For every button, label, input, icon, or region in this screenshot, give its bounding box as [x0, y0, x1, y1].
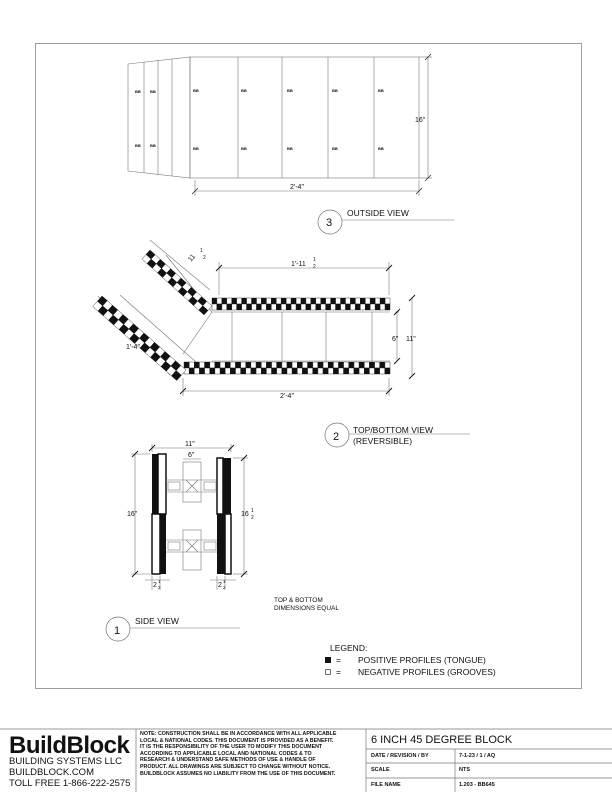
- view-3-number: 3: [326, 217, 333, 229]
- profile-cell: [328, 368, 333, 374]
- profile-cell: [316, 298, 321, 304]
- tie-mark: BB: [135, 143, 141, 148]
- profile-cell: [354, 368, 359, 374]
- profile-cell: [339, 362, 344, 368]
- profile-cell: [227, 298, 232, 304]
- profile-cell: [360, 298, 365, 304]
- profile-cell: [355, 304, 360, 310]
- company-phone: TOLL FREE 1-866-222-2575: [9, 778, 131, 789]
- profile-cell: [326, 298, 331, 304]
- outside-length-dim: 2'-4": [290, 184, 304, 191]
- profile-cell: [241, 368, 246, 374]
- profile-cell: [251, 368, 256, 374]
- profile-cell: [227, 304, 232, 310]
- profile-cell: [369, 368, 374, 374]
- profile-cell: [271, 304, 276, 310]
- profile-cell: [297, 362, 302, 368]
- profile-cell: [222, 304, 227, 310]
- profile-cell: [346, 298, 351, 304]
- profile-cell: [237, 304, 242, 310]
- bottom-length-dim: 2'-4": [280, 393, 294, 400]
- legend-negative-eq: =: [336, 667, 341, 677]
- top-bottom-view: [93, 240, 415, 396]
- profile-cell: [266, 298, 271, 304]
- profile-cell: [306, 304, 311, 310]
- top-length-dim: 1'-11: [291, 261, 306, 268]
- side-web-ties: [166, 462, 217, 570]
- legend-positive-eq: =: [336, 655, 341, 665]
- profile-cell: [272, 368, 277, 374]
- side-wall-left-dim: 2: [153, 582, 157, 589]
- profile-cell: [220, 368, 225, 374]
- tie-mark: BB: [193, 88, 199, 93]
- note-line: IT IS THE RESPONSIBILITY OF THE USER TO MODIFY THIS DOCUMENT: [140, 744, 323, 751]
- tie-mark: BB: [193, 146, 199, 151]
- view-1-number: 1: [114, 625, 121, 637]
- legend-negative-label: NEGATIVE PROFILES (GROOVES): [358, 667, 496, 677]
- profile-cell: [321, 298, 326, 304]
- top-length-frac-num: 1: [313, 257, 316, 263]
- profile-cell: [222, 298, 227, 304]
- side-wall-left-den: 2: [158, 585, 161, 590]
- profile-cell: [308, 362, 313, 368]
- profile-cell: [344, 362, 349, 368]
- profile-cell: [232, 298, 237, 304]
- profile-cell: [385, 298, 390, 304]
- profile-cell: [350, 298, 355, 304]
- tie-mark: BB: [135, 89, 141, 94]
- profile-cell: [287, 368, 292, 374]
- profile-cell: [336, 304, 341, 310]
- profile-cell: [333, 368, 338, 374]
- tie-mark: BB: [150, 89, 156, 94]
- profile-cell: [194, 362, 199, 368]
- profile-cell: [282, 368, 287, 374]
- profile-cell: [246, 362, 251, 368]
- profile-cell: [296, 298, 301, 304]
- profile-cell: [333, 362, 338, 368]
- profile-cell: [318, 368, 323, 374]
- profile-cell: [261, 298, 266, 304]
- profile-cell: [370, 298, 375, 304]
- side-inner-dim: 6": [188, 452, 195, 459]
- tie-mark: BB: [287, 146, 293, 151]
- outside-view-block-outline: [190, 57, 419, 178]
- inner-width-dim: 6": [392, 336, 399, 343]
- profile-cell: [339, 368, 344, 374]
- view-1-title: SIDE VIEW: [135, 616, 179, 626]
- left-top-frac-den: 2: [203, 255, 206, 261]
- note-line: PRODUCT. ALL DRAWINGS ARE SUBJECT TO CHANGE WITHOUT NOTICE.: [140, 763, 331, 770]
- side-height-frac-num: 1: [251, 508, 254, 514]
- profile-cell: [364, 362, 369, 368]
- profile-cell: [313, 368, 318, 374]
- profile-cell: [210, 368, 215, 374]
- profile-cell: [344, 368, 349, 374]
- profile-cell: [369, 362, 374, 368]
- profile-cell: [341, 298, 346, 304]
- legend: [325, 643, 496, 677]
- profile-cell: [336, 298, 341, 304]
- profile-cell: [349, 368, 354, 374]
- outside-height-dim: 16": [415, 117, 426, 124]
- tie-mark: BB: [150, 143, 156, 148]
- profile-cell: [311, 304, 316, 310]
- profile-cell: [257, 298, 262, 304]
- outer-width-dim: 11": [406, 336, 416, 343]
- profile-cell: [291, 298, 296, 304]
- note-line: NOTE: CONSTRUCTION SHALL BE IN ACCORDANCE WITH ALL APPLICABLE: [140, 731, 337, 737]
- side-height-left-dim: 16": [127, 511, 138, 518]
- profile-cell: [341, 304, 346, 310]
- profile-cell: [281, 298, 286, 304]
- profile-cell: [232, 304, 237, 310]
- profile-cell: [276, 304, 281, 310]
- profile-cell: [354, 362, 359, 368]
- profile-cell: [385, 304, 390, 310]
- profile-cell: [276, 298, 281, 304]
- profile-cell: [380, 304, 385, 310]
- profile-cell: [302, 368, 307, 374]
- profile-cell: [385, 362, 390, 368]
- profile-cell: [212, 298, 217, 304]
- profile-cell: [302, 362, 307, 368]
- note-line: RESEARCH & UNDERSTAND SAFE METHODS OF USE & HANDLE OF: [140, 757, 316, 764]
- profile-cell: [281, 304, 286, 310]
- profile-cell: [189, 368, 194, 374]
- side-note-line2: DIMENSIONS EQUAL: [274, 605, 340, 612]
- profile-cell: [252, 304, 257, 310]
- profile-cell: [375, 298, 380, 304]
- side-note-line1: TOP & BOTTOM: [274, 597, 323, 604]
- profile-cell: [271, 298, 276, 304]
- profile-cell: [287, 362, 292, 368]
- tie-mark: BB: [241, 88, 247, 93]
- side-view: [131, 444, 248, 590]
- profile-cell: [296, 304, 301, 310]
- side-height-right-dim: 16: [241, 511, 249, 518]
- profile-cell: [346, 304, 351, 310]
- date-revision-label: DATE / REVISION / BY: [371, 753, 429, 759]
- company-website: BUILDBLOCK.COM: [9, 767, 94, 778]
- side-wall-right-num: 1: [223, 579, 226, 584]
- company-name: BUILDING SYSTEMS LLC: [9, 756, 122, 767]
- profile-cell: [323, 362, 328, 368]
- profile-cell: [282, 362, 287, 368]
- outside-view-tie-marks: [135, 88, 384, 151]
- tie-mark: BB: [378, 88, 384, 93]
- profile-cell: [311, 298, 316, 304]
- profile-cell: [184, 362, 189, 368]
- view-2-subtitle: (REVERSIBLE): [353, 436, 413, 446]
- side-right-panel: [217, 458, 231, 574]
- profile-cell: [385, 368, 390, 374]
- profile-cell: [210, 362, 215, 368]
- tie-mark: BB: [378, 146, 384, 151]
- profile-cell: [261, 368, 266, 374]
- left-top-dim: 11: [187, 253, 198, 264]
- profile-cell: [328, 362, 333, 368]
- profile-cell: [375, 304, 380, 310]
- tie-mark: BB: [332, 146, 338, 151]
- profile-cell: [205, 362, 210, 368]
- profile-cell: [225, 362, 230, 368]
- side-left-panel: [152, 454, 166, 574]
- profile-cell: [292, 368, 297, 374]
- profile-cell: [286, 304, 291, 310]
- side-wall-right-dim: 2: [218, 582, 222, 589]
- profile-cell: [220, 362, 225, 368]
- profile-cell: [236, 368, 241, 374]
- profile-cell: [199, 368, 204, 374]
- tie-mark: BB: [241, 146, 247, 151]
- view-2-title: TOP/BOTTOM VIEW: [353, 425, 433, 435]
- profile-cell: [247, 298, 252, 304]
- profile-cell: [355, 298, 360, 304]
- profile-cell: [272, 362, 277, 368]
- profile-cell: [215, 362, 220, 368]
- profile-cell: [364, 368, 369, 374]
- profile-cell: [365, 298, 370, 304]
- profile-cell: [241, 362, 246, 368]
- profile-cell: [308, 368, 313, 374]
- scale-value: NTS: [459, 767, 470, 773]
- profile-cell: [318, 362, 323, 368]
- profile-cell: [277, 362, 282, 368]
- profile-cell: [261, 304, 266, 310]
- profile-cell: [297, 368, 302, 374]
- profile-cell: [321, 304, 326, 310]
- profile-cell: [266, 362, 271, 368]
- profile-cell: [301, 298, 306, 304]
- profile-cell: [375, 362, 380, 368]
- side-width-dim: 11": [185, 441, 195, 448]
- file-name-label: FILE NAME: [371, 782, 401, 788]
- profile-cell: [194, 368, 199, 374]
- profile-cell: [256, 362, 261, 368]
- note-line: ACCORDING TO APPLICABLE LOCAL AND NATIONAL CODES & TO: [140, 750, 312, 757]
- profile-cell: [331, 298, 336, 304]
- profile-cell: [331, 304, 336, 310]
- profile-cell: [360, 304, 365, 310]
- profile-cell: [217, 304, 222, 310]
- profile-cell: [236, 362, 241, 368]
- top-length-frac-den: 2: [313, 264, 316, 270]
- profile-cell: [261, 362, 266, 368]
- profile-cell: [359, 368, 364, 374]
- profile-cell: [316, 304, 321, 310]
- profile-cell: [242, 304, 247, 310]
- profile-cell: [292, 362, 297, 368]
- profile-cell: [247, 304, 252, 310]
- note-line: LOCAL & NATIONAL CODES. THIS DOCUMENT IS PROVIDED AS A BENEFIT.: [140, 737, 334, 744]
- disclaimer-note: [140, 731, 362, 777]
- profile-cell: [375, 368, 380, 374]
- profile-cell: [217, 298, 222, 304]
- side-wall-right-den: 2: [223, 585, 226, 590]
- profile-cell: [237, 298, 242, 304]
- profile-cell: [189, 362, 194, 368]
- profile-cell: [380, 298, 385, 304]
- legend-negative-swatch: [326, 670, 331, 675]
- profile-cell: [359, 362, 364, 368]
- profile-cell: [277, 368, 282, 374]
- tie-mark: BB: [287, 88, 293, 93]
- profile-cell: [291, 304, 296, 310]
- profile-cell: [286, 298, 291, 304]
- profile-cell: [205, 368, 210, 374]
- profile-cell: [365, 304, 370, 310]
- legend-positive-label: POSITIVE PROFILES (TONGUE): [358, 655, 486, 665]
- profile-cell: [252, 298, 257, 304]
- left-top-frac-num: 1: [200, 248, 203, 254]
- outside-view-taper: [128, 57, 190, 178]
- profile-cell: [257, 304, 262, 310]
- profile-cell: [230, 368, 235, 374]
- brand-logo: BuildBlock: [9, 732, 130, 759]
- profile-cell: [313, 362, 318, 368]
- profile-cell: [349, 362, 354, 368]
- profile-cell: [266, 368, 271, 374]
- profile-cell: [242, 298, 247, 304]
- side-wall-left-num: 1: [158, 579, 161, 584]
- side-height-frac-den: 2: [251, 515, 254, 521]
- scale-label: SCALE: [371, 767, 390, 773]
- view-2-number: 2: [333, 431, 340, 443]
- profile-cell: [266, 304, 271, 310]
- note-line: BUILDBLOCK ASSUMES NO LIABILITY FROM THE USE OF THIS DOCUMENT.: [140, 770, 336, 777]
- profile-cell: [246, 368, 251, 374]
- view-3-title: OUTSIDE VIEW: [347, 208, 409, 218]
- profile-cell: [370, 304, 375, 310]
- profile-cell: [301, 304, 306, 310]
- file-name-value: 1.203 - BB645: [459, 782, 495, 788]
- profile-cell: [212, 304, 217, 310]
- legend-positive-swatch: [325, 657, 331, 663]
- profile-cell: [326, 304, 331, 310]
- tie-mark: BB: [332, 88, 338, 93]
- profile-cell: [199, 362, 204, 368]
- left-dim: 1'-4": [126, 344, 140, 351]
- legend-title: LEGEND:: [330, 643, 368, 653]
- profile-cell: [256, 368, 261, 374]
- profile-cell: [380, 368, 385, 374]
- profile-cell: [306, 298, 311, 304]
- profile-cell: [230, 362, 235, 368]
- profile-cell: [215, 368, 220, 374]
- drawing-title: 6 INCH 45 DEGREE BLOCK: [371, 734, 513, 746]
- profile-cell: [380, 362, 385, 368]
- profile-cell: [323, 368, 328, 374]
- profile-cell: [225, 368, 230, 374]
- date-revision-value: 7-1-23 / 1 / AQ: [459, 753, 496, 759]
- profile-cell: [350, 304, 355, 310]
- profile-cell: [251, 362, 256, 368]
- outside-view: [128, 54, 432, 196]
